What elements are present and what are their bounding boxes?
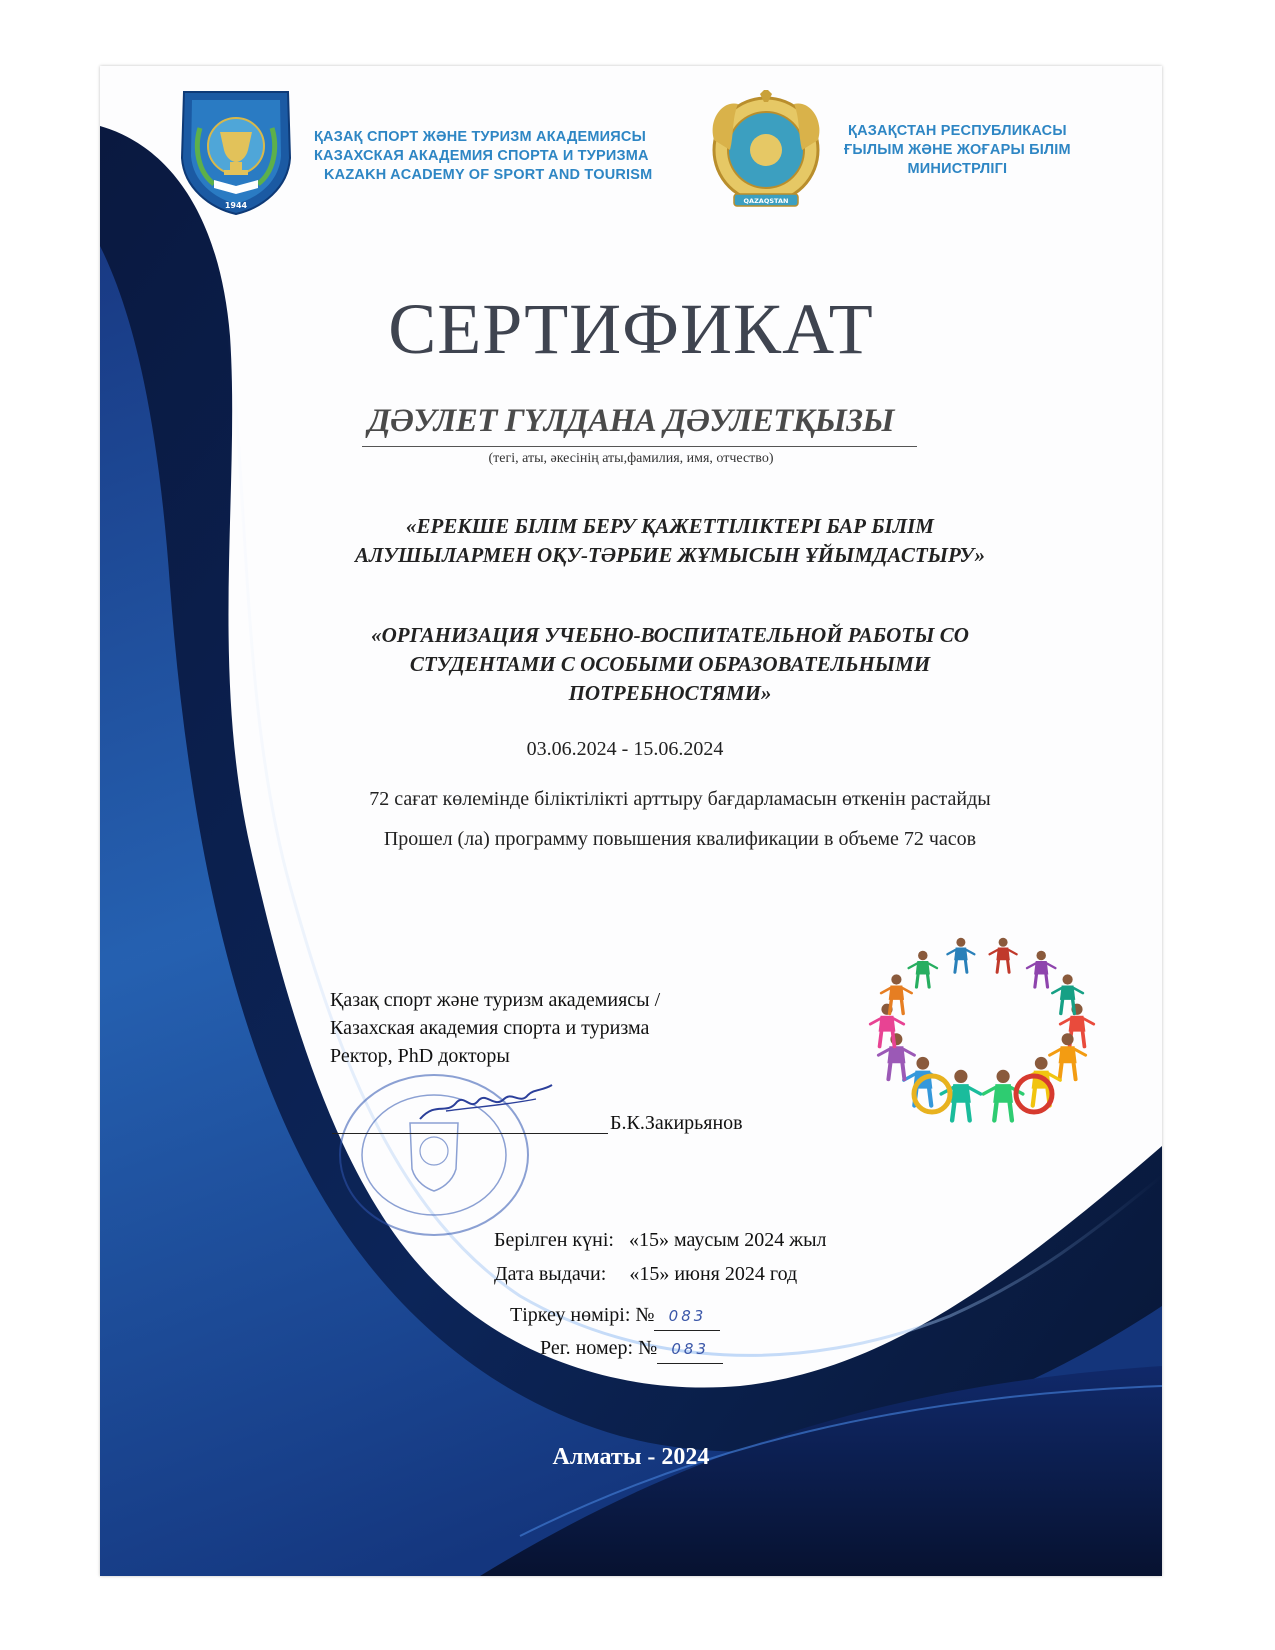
academy-name-en: KAZAKH ACADEMY OF SPORT AND TOURISM [324,167,653,183]
signatory-org-ru: Казахская академия спорта и туризма [330,1017,650,1039]
course-title-ru [260,621,1080,708]
child-figure [909,951,937,987]
child-figure [947,938,974,973]
footer-city-year: Алматы - 2024 [552,1444,710,1470]
ministry-line-2: ҒЫЛЫМ ЖӘНЕ ЖОҒАРЫ БІЛІМ [844,142,1071,158]
ministry-line-3: МИНИСТРЛІГІ [907,161,1008,177]
issue-date-kk [494,1226,827,1254]
child-figure [1050,1033,1086,1079]
state-emblem [708,90,824,216]
course-title-kk-line-2: АЛУШЫЛАРМЕН ОҚУ-ТӘРБИЕ ЖҰМЫСЫН ҰЙЫМДАСТЫРУ» [354,543,986,567]
recipient-name: ДӘУЛЕТ ГҮЛДАНА ДӘУЛЕТҚЫЗЫ [367,403,895,439]
issue-date-ru [494,1260,797,1288]
child-figure [1027,951,1055,987]
issue-date-kk-value: «15» маусым 2024 жыл [628,1229,827,1251]
course-title-ru-line-3: ПОТРЕБНОСТЯМИ» [568,681,772,705]
academy-logo [170,88,302,218]
signatory-org-kk: Қазақ спорт және туризм академиясы / [330,989,661,1011]
name-underline [362,446,917,447]
registration-ru-label: Рег. номер: № [540,1337,658,1359]
child-figure [1022,1057,1060,1106]
academy-name [314,128,652,185]
registration-kk-value: 083 [654,1302,720,1331]
course-dates: 03.06.2024 - 15.06.2024 [526,738,724,760]
name-caption: (тегі, аты, әкесінің аты,фамилия, имя, отчество) [488,451,774,466]
certificate-sheet [100,66,1162,1576]
ministry-name [844,122,1071,179]
children-circle-illustration [862,926,1102,1131]
registration-kk-label: Тіркеу нөмірі: № [510,1304,655,1326]
child-figure [941,1070,981,1121]
academy-logo-year: 1944 [224,201,248,210]
issue-date-kk-label: Берілген күні: [494,1229,614,1251]
confirmation-ru: Прошел (ла) программу повышения квалификации в объеме 72 часов [383,828,977,850]
signature-line [332,1133,608,1134]
certificate-title: СЕРТИФИКАТ [388,289,874,369]
signer-name: Б.К.Закирьянов [610,1112,743,1134]
signatory-position: Ректор, PhD докторы [330,1045,510,1067]
handwritten-signature [416,1081,556,1131]
course-title-kk-line-1: «ЕРЕКШЕ БІЛІМ БЕРУ ҚАЖЕТТІЛІКТЕРІ БАР БІЛІМ [406,514,934,538]
registration-number-ru [540,1334,723,1364]
course-title-kk [280,512,1060,570]
academy-name-kk: ҚАЗАҚ СПОРТ ЖӘНЕ ТУРИЗМ АКАДЕМИЯСЫ [314,129,646,145]
issue-date-ru-label: Дата выдачи: [494,1263,607,1285]
ministry-line-1: ҚАЗАҚСТАН РЕСПУБЛИКАСЫ [848,123,1067,139]
emblem-text: QAZAQSTAN [743,197,789,205]
academy-name-ru: КАЗАХСКАЯ АКАДЕМИЯ СПОРТА И ТУРИЗМА [314,148,649,164]
course-title-ru-line-1: «ОРГАНИЗАЦИЯ УЧЕБНО-ВОСПИТАТЕЛЬНОЙ РАБОТЫ СО [371,623,969,647]
confirmation-kk: 72 сағат көлемінде біліктілікті арттыру бағдарламасын өткенін растайды [369,788,991,810]
course-title-ru-line-2: СТУДЕНТАМИ С ОСОБЫМИ ОБРАЗОВАТЕЛЬНЫМИ [409,652,931,676]
child-figure [990,938,1017,973]
issue-date-ru-value: «15» июня 2024 год [629,1263,798,1285]
registration-ru-value: 083 [657,1335,723,1364]
child-figure [878,1033,914,1079]
signatory-organization [330,986,660,1070]
registration-number-kk [510,1301,720,1331]
